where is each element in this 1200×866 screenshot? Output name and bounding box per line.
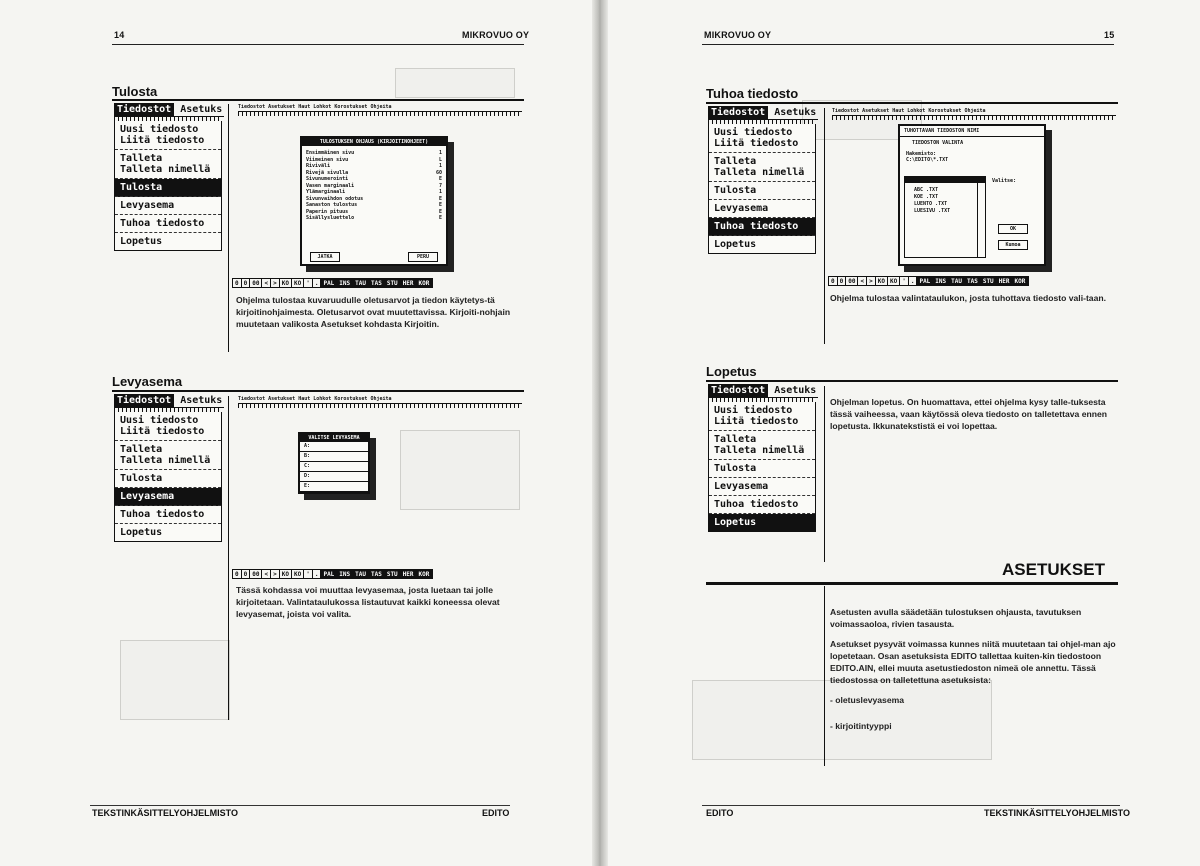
drive-option[interactable]: A: bbox=[300, 442, 368, 452]
drive-list bbox=[300, 442, 368, 492]
continue-button[interactable]: JATKA bbox=[310, 252, 340, 262]
directory-value: C:\EDITO\*.TXT bbox=[906, 157, 949, 163]
show-through-mark bbox=[120, 640, 230, 720]
status-cell: INS bbox=[933, 277, 949, 285]
column-divider bbox=[824, 108, 825, 344]
status-cell: KOR bbox=[417, 570, 433, 578]
setting-label: Vasen marginaali bbox=[306, 182, 355, 189]
status-cell: ' bbox=[304, 279, 313, 287]
menu-item[interactable]: Talleta bbox=[120, 444, 163, 455]
section-rule bbox=[112, 390, 524, 392]
chapter-title: ASETUKSET bbox=[1002, 560, 1105, 579]
setting-value: 1 bbox=[438, 163, 442, 169]
section-title-tuhoa-tiedosto: Tuhoa tiedosto bbox=[706, 86, 799, 101]
screen-menubar: Tiedostot Asetukset Haut Lohkot Korostukset Ohjeita bbox=[832, 108, 1116, 116]
drive-option[interactable]: C: bbox=[300, 462, 368, 472]
status-bar bbox=[232, 569, 433, 579]
status-cell: PAL bbox=[321, 279, 337, 287]
footer-left: TEKSTINKÄSITTELYOHJELMISTO bbox=[92, 808, 239, 818]
status-cell: 0 bbox=[242, 570, 251, 578]
dialog-heading: TUHOTTAVAN TIEDOSTON NIMI bbox=[900, 126, 1044, 137]
menu-group bbox=[115, 179, 221, 197]
menu-bar bbox=[708, 106, 818, 120]
menu-title-asetukset[interactable]: Asetuks bbox=[180, 104, 223, 115]
status-cell: . bbox=[313, 570, 322, 578]
status-cell: TAS bbox=[369, 279, 385, 287]
header-rule bbox=[112, 44, 524, 45]
status-cell: 0 bbox=[233, 279, 242, 287]
show-through-mark bbox=[400, 430, 520, 510]
status-cell: KOR bbox=[417, 279, 433, 287]
column-divider bbox=[228, 396, 229, 720]
menu-group bbox=[115, 488, 221, 506]
menu-item[interactable]: Uusi tiedosto bbox=[120, 415, 199, 426]
file-menu bbox=[708, 106, 818, 254]
drive-option[interactable]: D: bbox=[300, 472, 368, 482]
section-title-levyasema: Levyasema bbox=[112, 374, 183, 389]
menu-title-tiedostot[interactable]: Tiedostot bbox=[708, 384, 768, 398]
status-cell: 0 bbox=[233, 570, 242, 578]
file-menu bbox=[708, 384, 818, 532]
section-title-lopetus: Lopetus bbox=[706, 364, 757, 379]
setting-value: E bbox=[438, 202, 442, 208]
cancel-button[interactable]: Kumoa bbox=[998, 240, 1028, 250]
file-list[interactable] bbox=[904, 176, 986, 258]
section-text: Ohjelma tulostaa kuvaruudulle oletusarvot ja tiedon käytetys-tä kirjoitinohjaimesta. Oletusarvot ovat muutettavissa. Kirjoiti-nohjain muutetaan valikosta Asetukset kohdasta Kirjoitin. bbox=[236, 295, 511, 329]
status-cell: HER bbox=[401, 279, 417, 287]
status-cell: TAS bbox=[369, 570, 385, 578]
choose-label: Valitse: bbox=[992, 178, 1017, 184]
status-cell: PAL bbox=[321, 570, 337, 578]
menu-item[interactable]: Lopetus bbox=[714, 517, 757, 528]
setting-value: 60 bbox=[435, 169, 442, 176]
status-cell: KO bbox=[292, 570, 304, 578]
menu-group bbox=[709, 460, 815, 478]
menu-group bbox=[115, 233, 221, 250]
menu-group bbox=[709, 431, 815, 460]
file-menu bbox=[114, 394, 224, 542]
right-page bbox=[602, 0, 1200, 866]
setting-value: 7 bbox=[438, 182, 442, 189]
menu-group bbox=[115, 197, 221, 215]
setting-value: E bbox=[438, 208, 442, 215]
menu-item[interactable]: Lopetus bbox=[120, 527, 163, 538]
menu-group bbox=[709, 218, 815, 236]
header-publisher: MIKROVUO OY bbox=[462, 30, 530, 40]
drive-option[interactable]: E: bbox=[300, 482, 368, 492]
menu-item[interactable]: Tulosta bbox=[714, 463, 757, 474]
status-cell: TAU bbox=[949, 277, 965, 285]
menu-group bbox=[709, 496, 815, 514]
column-divider bbox=[824, 586, 825, 766]
directory-label: Hakemisto: bbox=[906, 151, 937, 157]
chapter-text bbox=[830, 606, 1120, 740]
menu-group bbox=[709, 402, 815, 431]
column-divider bbox=[228, 104, 229, 352]
dialog-subtitle: TIEDOSTON VALINTA bbox=[912, 140, 964, 146]
menu-bar bbox=[114, 394, 224, 408]
ok-button[interactable]: OK bbox=[998, 224, 1028, 234]
menu-item[interactable]: Talleta bbox=[714, 156, 757, 167]
editor-screen bbox=[238, 104, 522, 116]
status-cell: PAL bbox=[917, 277, 933, 285]
status-cell: TAU bbox=[353, 570, 369, 578]
menu-item[interactable]: Talleta nimellä bbox=[714, 445, 805, 456]
status-cell: KO bbox=[876, 277, 888, 285]
page-number: 15 bbox=[1104, 30, 1115, 40]
menu-group bbox=[115, 470, 221, 488]
setting-value: 1 bbox=[438, 150, 442, 156]
menu-item[interactable]: Tuhoa tiedosto bbox=[714, 221, 799, 232]
setting-value: 1 bbox=[438, 189, 442, 195]
setting-label: Sivunvaihdon odotus bbox=[306, 195, 364, 202]
menu-title-asetukset[interactable]: Asetuks bbox=[774, 385, 817, 396]
footer-right: TEKSTINKÄSITTELYOHJELMISTO bbox=[984, 808, 1131, 818]
footer-rule bbox=[702, 805, 1120, 806]
menu-item[interactable]: Liitä tiedosto bbox=[714, 138, 799, 149]
status-cell: > bbox=[271, 279, 280, 287]
setting-label: Sisällysluettelo bbox=[306, 215, 355, 221]
setting-label: Viimeinen sivu bbox=[306, 156, 349, 163]
menu-item[interactable]: Uusi tiedosto bbox=[714, 127, 793, 138]
status-cell: 0 bbox=[838, 277, 847, 285]
page-number: 14 bbox=[114, 30, 125, 40]
setting-label: Ylämarginaali bbox=[306, 189, 346, 195]
menu-item[interactable]: Talleta nimellä bbox=[714, 167, 805, 178]
editor-screen bbox=[238, 396, 522, 408]
menu-item[interactable]: Lopetus bbox=[714, 239, 757, 250]
menu-item[interactable]: Tulosta bbox=[714, 185, 757, 196]
section-rule bbox=[706, 380, 1118, 382]
file-option[interactable]: ABC .TXT bbox=[914, 187, 939, 193]
menu-title-tiedostot[interactable]: Tiedostot bbox=[114, 394, 174, 408]
menu-item[interactable]: Talleta nimellä bbox=[120, 164, 211, 175]
screen-menubar: Tiedostot Asetukset Haut Lohkot Korostukset Ohjeita bbox=[238, 104, 522, 112]
section-text: Tässä kohdassa voi muuttaa levyasemaa, josta luetaan tai jolle kirjoitetaan. Valintataulukossa listautuvat kaikki koneessa olevat levyasemat, joista voi valita. bbox=[236, 585, 500, 619]
footer-left: EDITO bbox=[706, 808, 734, 818]
file-option[interactable]: LUENTO .TXT bbox=[914, 201, 948, 207]
status-cell: < bbox=[262, 570, 271, 578]
dialog-title: TULOSTUKSEN OHJAUS (KIRJOITINOHJEET) bbox=[302, 138, 446, 146]
section-title-tulosta: Tulosta bbox=[112, 84, 158, 99]
status-cell: HER bbox=[401, 570, 417, 578]
left-page bbox=[0, 0, 598, 866]
cancel-button[interactable]: PERU bbox=[408, 252, 438, 262]
status-cell: . bbox=[909, 277, 918, 285]
menu-dropdown bbox=[114, 121, 222, 251]
status-cell: 00 bbox=[250, 570, 262, 578]
status-cell: KO bbox=[292, 279, 304, 287]
menu-group bbox=[709, 236, 815, 253]
menu-dropdown bbox=[708, 402, 816, 532]
status-cell: ' bbox=[900, 277, 909, 285]
column-divider bbox=[824, 386, 825, 562]
screen-menubar: Tiedostot Asetukset Haut Lohkot Korostukset Ohjeita bbox=[238, 396, 522, 404]
section-rule bbox=[706, 102, 1118, 104]
setting-value: E bbox=[438, 195, 442, 202]
menu-item[interactable]: Tuhoa tiedosto bbox=[714, 499, 799, 510]
setting-value: E bbox=[438, 215, 442, 221]
menu-bar bbox=[114, 103, 224, 117]
menu-item[interactable]: Tuhoa tiedosto bbox=[120, 509, 205, 520]
dialog-title: VALITSE LEVYASEMA bbox=[300, 434, 368, 442]
dialog-row[interactable] bbox=[302, 215, 446, 222]
menu-group bbox=[709, 153, 815, 182]
menu-item[interactable]: Tulosta bbox=[120, 473, 163, 484]
menu-title-tiedostot[interactable]: Tiedostot bbox=[114, 103, 174, 117]
list-scrollbar[interactable] bbox=[977, 177, 985, 257]
status-cell: KOR bbox=[1013, 277, 1029, 285]
menu-item[interactable]: Liitä tiedosto bbox=[714, 416, 799, 427]
section-text: Ohjelma tulostaa valintataulukon, josta tuhottava tiedosto vali-taan. bbox=[830, 293, 1107, 303]
chapter-paragraph: Asetusten avulla säädetään tulostuksen ohjausta, tavutuksen voimassaoloa, rivien tasausta. bbox=[830, 607, 1082, 629]
drive-select-dialog bbox=[298, 432, 370, 494]
setting-label: Rivejä sivulla bbox=[306, 169, 349, 176]
menu-item[interactable]: Talleta bbox=[714, 434, 757, 445]
section-rule bbox=[112, 99, 524, 101]
menu-item[interactable]: Levyasema bbox=[120, 491, 175, 502]
status-cell: KO bbox=[888, 277, 900, 285]
status-cell: < bbox=[262, 279, 271, 287]
show-through-mark bbox=[395, 68, 515, 98]
status-cell: . bbox=[313, 279, 322, 287]
menu-group bbox=[709, 182, 815, 200]
menu-item[interactable]: Talleta bbox=[120, 153, 163, 164]
setting-label: Paperin pituus bbox=[306, 208, 349, 215]
menu-item[interactable]: Tulosta bbox=[120, 182, 163, 193]
menu-item[interactable]: Talleta nimellä bbox=[120, 455, 211, 466]
menu-bar bbox=[708, 384, 818, 398]
chapter-rule bbox=[706, 582, 1118, 585]
footer-right: EDITO bbox=[482, 808, 510, 818]
menu-group bbox=[709, 200, 815, 218]
editor-screen bbox=[832, 108, 1116, 120]
file-menu bbox=[114, 103, 224, 251]
status-cell: 00 bbox=[250, 279, 262, 287]
status-cell: TAS bbox=[965, 277, 981, 285]
status-cell: HER bbox=[997, 277, 1013, 285]
status-cell: STU bbox=[981, 277, 997, 285]
menu-item[interactable]: Liitä tiedosto bbox=[120, 135, 205, 146]
status-cell: 0 bbox=[242, 279, 251, 287]
status-cell: KO bbox=[280, 279, 292, 287]
menu-item[interactable]: Levyasema bbox=[714, 203, 769, 214]
print-settings-dialog bbox=[300, 136, 448, 266]
setting-label: Sivunumerointi bbox=[306, 176, 349, 182]
status-cell: ' bbox=[304, 570, 313, 578]
menu-title-tiedostot[interactable]: Tiedostot bbox=[708, 106, 768, 120]
menu-group bbox=[115, 215, 221, 233]
menu-item[interactable]: Uusi tiedosto bbox=[714, 405, 793, 416]
file-option[interactable]: LUESIVU .TXT bbox=[914, 208, 951, 214]
screen-ruler bbox=[832, 116, 1116, 120]
section-text: Ohjelman lopetus. On huomattava, ettei ohjelma kysy talle-tuksesta tässä vaiheessa, vaan käytössä oleva tiedosto on talletettava ennen lopetusta. Ikkunatekstistä ei voi lopettaa. bbox=[830, 397, 1108, 431]
menu-item[interactable]: Levyasema bbox=[714, 481, 769, 492]
menu-title-asetukset[interactable]: Asetuks bbox=[180, 395, 223, 406]
menu-item[interactable]: Lopetus bbox=[120, 236, 163, 247]
menu-group bbox=[115, 150, 221, 179]
drive-option[interactable]: B: bbox=[300, 452, 368, 462]
screen-ruler bbox=[238, 112, 522, 116]
menu-item[interactable]: Levyasema bbox=[120, 200, 175, 211]
setting-value: E bbox=[438, 176, 442, 182]
chapter-list-item: - kirjoitintyyppi bbox=[830, 721, 892, 731]
book-gutter bbox=[592, 0, 608, 866]
setting-label: Sanaston tulostus bbox=[306, 202, 358, 208]
menu-group bbox=[115, 524, 221, 541]
status-cell: > bbox=[271, 570, 280, 578]
header-rule bbox=[702, 44, 1114, 45]
status-cell: STU bbox=[385, 279, 401, 287]
status-cell: < bbox=[858, 277, 867, 285]
status-cell: INS bbox=[337, 570, 353, 578]
status-cell: STU bbox=[385, 570, 401, 578]
status-bar bbox=[232, 278, 433, 288]
menu-title-asetukset[interactable]: Asetuks bbox=[774, 107, 817, 118]
setting-label: Ensimmäinen sivu bbox=[306, 150, 355, 156]
footer-rule bbox=[90, 805, 510, 806]
chapter-paragraph: Asetukset pysyvät voimassa kunnes niitä muutetaan tai ohjel-man ajo lopetetaan. Osan asetuksista EDITO tallettaa kuiten-kin tiedostoon EDITO.AIN, ellei muuta asetustiedoston nimeä ole annettu. Tässä tiedostossa on talletettuna asetuksista: bbox=[830, 639, 1116, 685]
dialog-rows bbox=[302, 146, 446, 222]
menu-group bbox=[115, 412, 221, 441]
screen-ruler bbox=[238, 404, 522, 408]
menu-group bbox=[709, 124, 815, 153]
menu-group bbox=[115, 121, 221, 150]
menu-item[interactable]: Uusi tiedosto bbox=[120, 124, 199, 135]
setting-label: Riviväli bbox=[306, 163, 331, 169]
setting-value: L bbox=[438, 156, 442, 163]
status-cell: INS bbox=[337, 279, 353, 287]
chapter-list-item: - oletuslevyasema bbox=[830, 695, 905, 705]
menu-dropdown bbox=[708, 124, 816, 254]
menu-group bbox=[115, 441, 221, 470]
header-publisher: MIKROVUO OY bbox=[704, 30, 772, 40]
menu-item[interactable]: Tuhoa tiedosto bbox=[120, 218, 205, 229]
menu-group bbox=[709, 514, 815, 531]
status-bar bbox=[828, 276, 1029, 286]
status-cell: > bbox=[867, 277, 876, 285]
menu-group bbox=[115, 506, 221, 524]
status-cell: 0 bbox=[829, 277, 838, 285]
menu-group bbox=[709, 478, 815, 496]
status-cell: 00 bbox=[846, 277, 858, 285]
status-cell: TAU bbox=[353, 279, 369, 287]
menu-dropdown bbox=[114, 412, 222, 542]
menu-item[interactable]: Liitä tiedosto bbox=[120, 426, 205, 437]
file-option[interactable]: KOE .TXT bbox=[914, 194, 939, 200]
status-cell: KO bbox=[280, 570, 292, 578]
